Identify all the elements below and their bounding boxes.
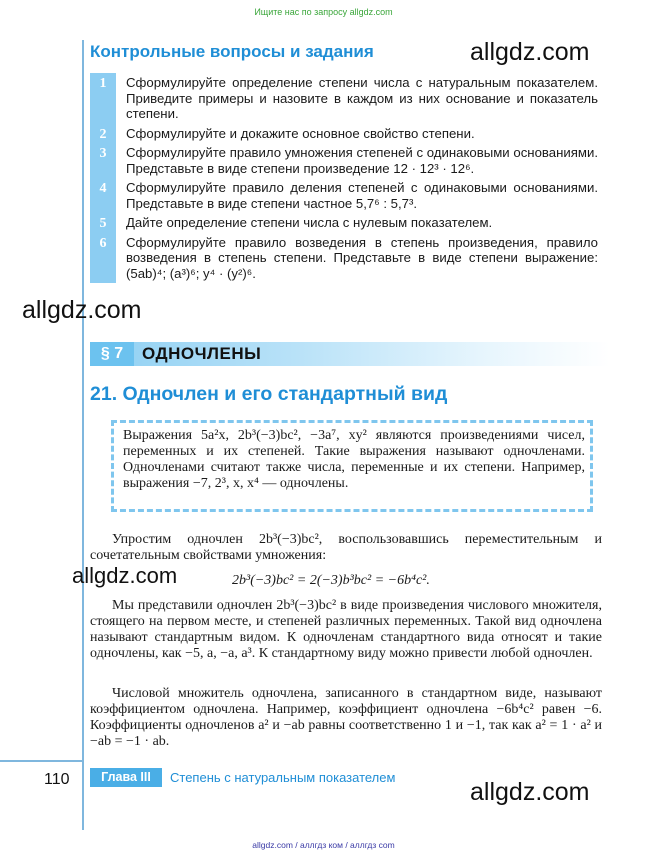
question-number: 3 <box>90 143 116 178</box>
question-number: 1 <box>90 73 116 124</box>
formula: 2b³(−3)bc² = 2(−3)b³bc² = −6b⁴c². <box>232 573 430 588</box>
bottom-banner: allgdz.com / аллгдз ком / аллгдз com <box>252 840 395 850</box>
question-text: Сформулируйте и докажите основное свойство степени. <box>126 125 475 141</box>
watermark: allgdz.com <box>470 38 590 66</box>
chapter-title: Степень с натуральным показателем <box>170 770 396 785</box>
margin-line <box>82 40 84 830</box>
question-item <box>90 213 602 233</box>
question-number: 4 <box>90 178 116 213</box>
definition-text: Выражения 5a²x, 2b³(−3)bc², −3a⁷, xy² являются произведениями чисел, переменных и их степеней. Такие выражения называют одночленами. Одночленами считают также числа, переменные и их степени. Например, выражения −7, 2³, x, x⁴ — одночлены. <box>123 428 585 491</box>
question-text: Сформулируйте правило деления степеней с одинаковыми основаниями. Представьте в виде степени частное 5,7⁶ : 5,7³. <box>126 180 598 211</box>
watermark: allgdz.com <box>22 296 142 324</box>
footer-line <box>0 760 84 762</box>
top-banner: Ищите нас по запросу allgdz.com <box>254 7 393 17</box>
paragraph: Мы представили одночлен 2b³(−3)bc² в виде произведения числового множителя, стоящего на первом месте, и степеней различных переменных. Такой вид одночлена называют стандартным видом. К одночленам стандартного вида относят и такие одночлены, как −5, a, −a, a³. К стандартному виду можно привести любой одночлен. <box>90 598 602 661</box>
paragraph: Упростим одночлен 2b³(−3)bc², воспользовавшись переместительным и сочетательным свойствами умножения: <box>90 532 602 563</box>
question-item <box>90 73 602 124</box>
questions-title: Контрольные вопросы и задания <box>90 42 374 61</box>
question-item <box>90 178 602 213</box>
question-number: 5 <box>90 213 116 233</box>
question-number: 6 <box>90 233 116 284</box>
question-text: Сформулируйте правило умножения степеней с одинаковыми основаниями. Представьте в виде степени произведение 12 · 12³ · 12⁶. <box>126 145 598 176</box>
questions-list <box>90 73 602 283</box>
section-number: § 7 <box>90 342 134 366</box>
question-item <box>90 233 602 284</box>
paragraph: Числовой множитель одночлена, записанного в стандартном виде, называют коэффициентом одночлена. Например, коэффициент одночлена −6b⁴c² равен −6. Коэффициенты одночленов a² и −ab равны соответственно 1 и −1, так как a² = 1 · a² и −ab = −1 · ab. <box>90 686 602 749</box>
question-text: Сформулируйте определение степени числа с натуральным показателем. Приведите примеры и назовите в каждом из них основание и показатель степени. <box>126 75 598 121</box>
question-text: Сформулируйте правило возведения в степень произведения, правило возведения в степень степени. Представьте в виде степени выражение: (5ab)⁴; (a³)⁶; y⁴ · (y²)⁶. <box>126 234 598 281</box>
watermark: allgdz.com <box>470 778 590 806</box>
question-text: Дайте определение степени числа с нулевым показателем. <box>126 215 493 230</box>
question-item <box>90 143 602 178</box>
question-item <box>90 124 602 144</box>
question-number: 2 <box>90 124 116 144</box>
chapter-label: Глава III <box>90 768 162 787</box>
section-title: ОДНОЧЛЕНЫ <box>142 344 262 363</box>
page-number: 110 <box>44 771 70 788</box>
subsection-title: 21. Одночлен и его стандартный вид <box>90 383 448 405</box>
watermark: allgdz.com <box>72 563 178 588</box>
